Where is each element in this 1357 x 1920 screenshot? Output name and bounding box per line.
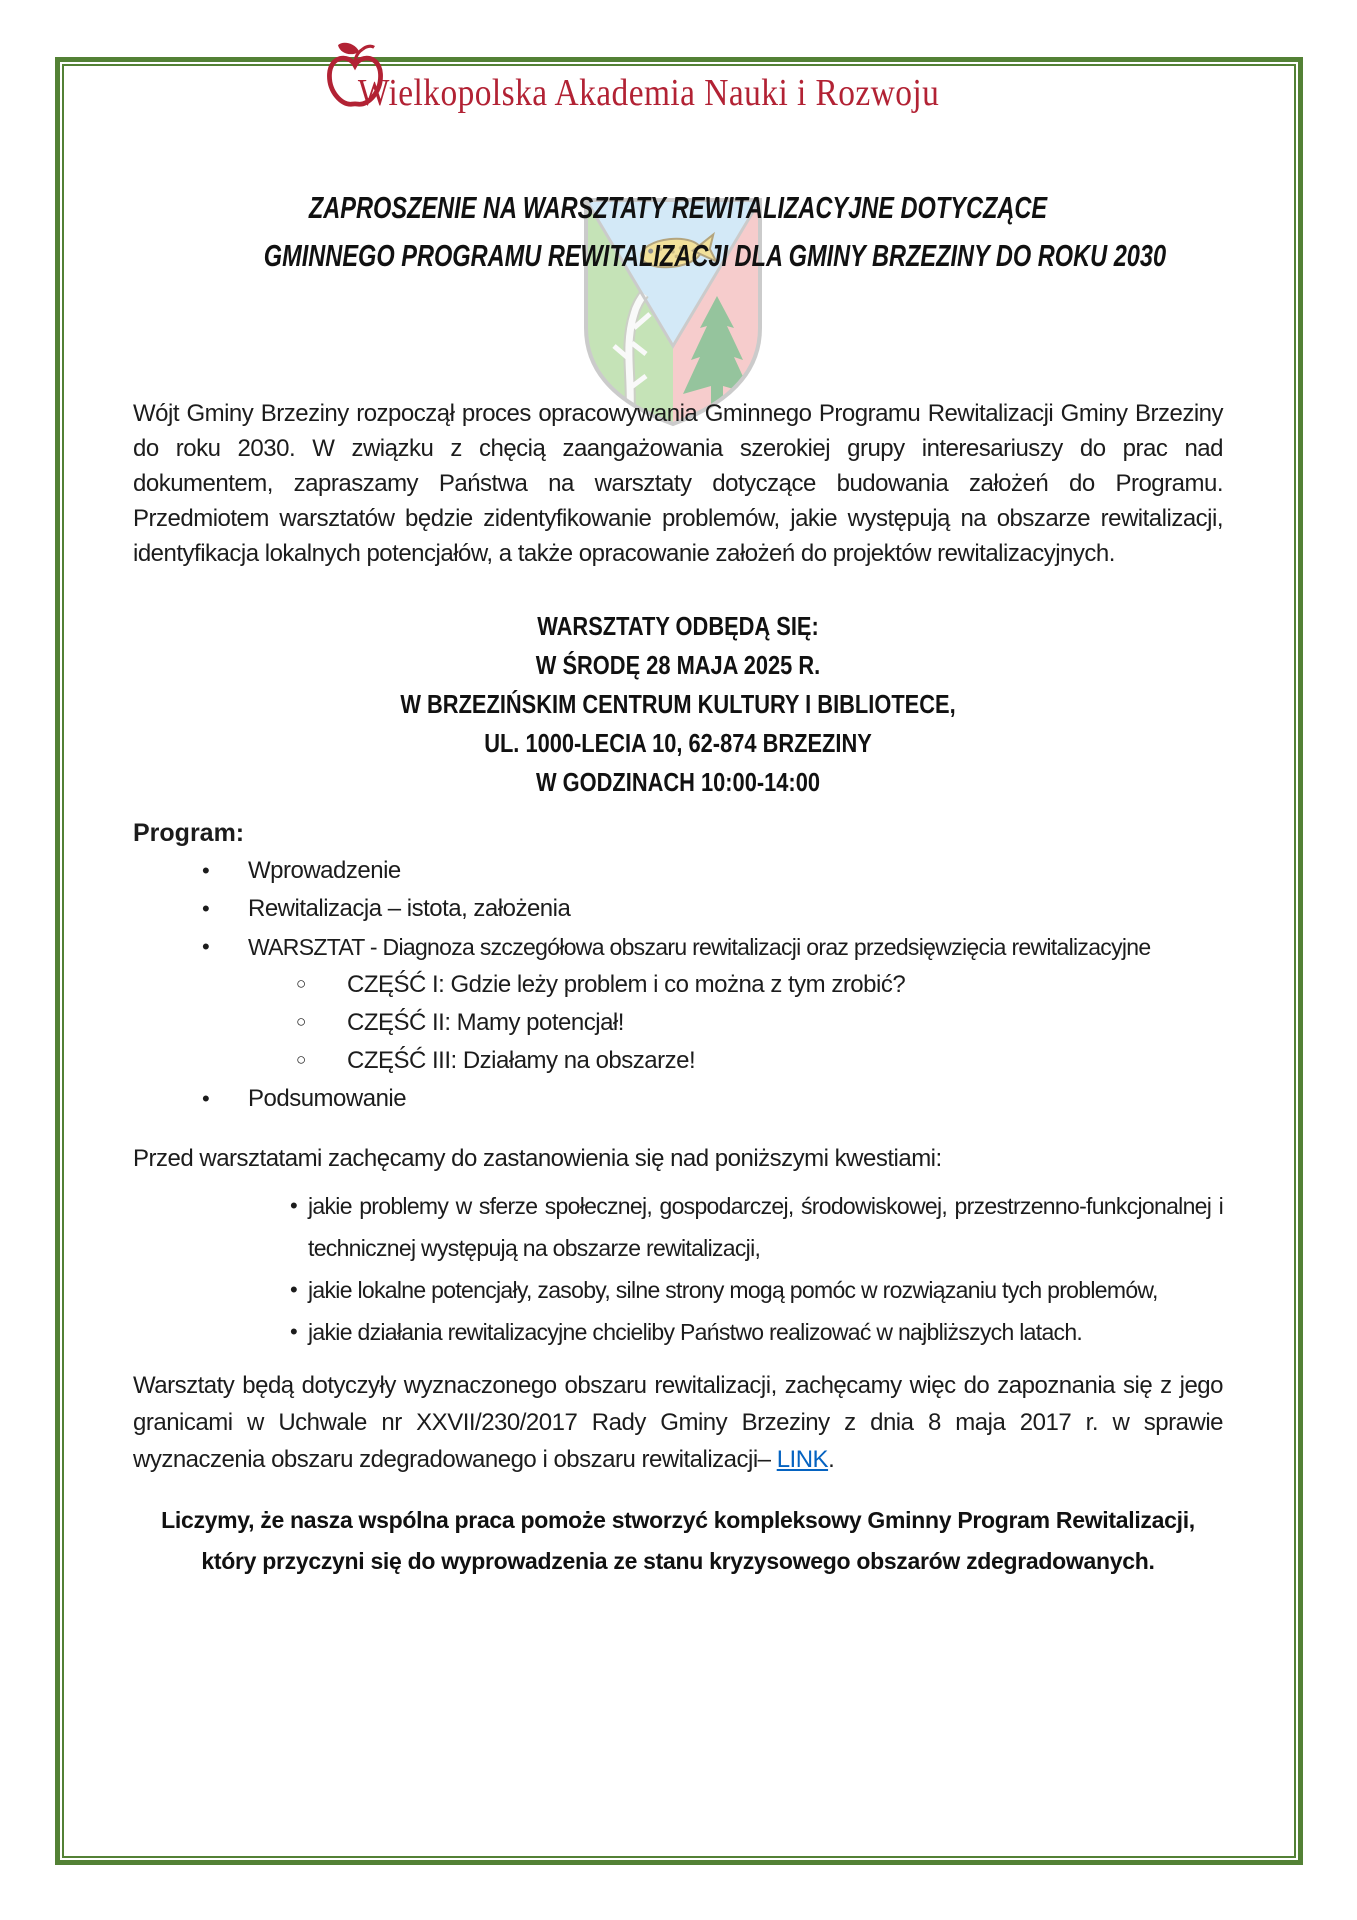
program-subitem-label: CZĘŚĆ III: Działamy na obszarze! <box>347 1047 696 1074</box>
logo <box>335 64 1022 122</box>
event-line-place: W BRZEZIŃSKIM CENTRUM KULTURY I BIBLIOTECE, <box>400 689 956 719</box>
area-paragraph-period: . <box>828 1446 835 1473</box>
program-subitem-label: CZĘŚĆ I: Gdzie leży problem i co można z tym zrobić? <box>347 971 906 998</box>
bullet-dot-icon: • <box>290 1193 298 1218</box>
program-item-label: WARSZTAT - Diagnoza szczegółowa obszaru rewitalizacji oraz przedsięwzięcia rewitalizacyjne <box>248 934 1151 960</box>
document-content <box>133 0 1223 1582</box>
list-item <box>133 1080 1223 1118</box>
program-heading: Program: <box>133 819 245 847</box>
event-details <box>220 607 1136 802</box>
bullet-circle-icon: ○ <box>296 1012 306 1031</box>
questions-intro: Przed warsztatami zachęcamy do zastanowienia się nad poniższymi kwestiami: <box>133 1145 942 1172</box>
closing-paragraph <box>133 1500 1223 1582</box>
program-item-label: Wprowadzenie <box>248 857 401 884</box>
event-line-hours: W GODZINACH 10:00-14:00 <box>536 767 820 797</box>
document-title <box>263 184 1167 280</box>
question-item-label: jakie problemy w sferze społecznej, gospodarczej, środowiskowej, przestrzenno-funkcjonalnej i technicznej występują na obszarze rewitalizacji, <box>308 1193 1223 1261</box>
bullet-dot-icon: • <box>202 896 210 921</box>
event-line-address: UL. 1000-LECIA 10, 62-874 BRZEZINY <box>484 728 872 758</box>
closing-line-1: Liczymy, że nasza wspólna praca pomoże stworzyć kompleksowy Gminny Program Rewitalizacji, <box>161 1507 1195 1533</box>
title-line-2: GMINNEGO PROGRAMU REWITALIZACJI DLA GMINY BRZEZINY DO ROKU 2030 <box>263 238 1167 273</box>
event-line-date: W ŚRODĘ 28 MAJA 2025 R. <box>535 650 821 680</box>
area-paragraph-text: Warsztaty będą dotyczyły wyznaczonego obszaru rewitalizacji, zachęcamy więc do zapoznania się z jego granicami w Uchwale nr XXVII/230/2017 Rady Gminy Brzeziny z dnia 8 maja 2017 r. w sprawie wyznaczenia obszaru zdegradowanego i obszaru rewitalizacji– <box>133 1372 1223 1473</box>
uchwala-link[interactable]: LINK <box>776 1446 829 1473</box>
list-item <box>133 1269 1223 1311</box>
questions-list <box>133 1185 1223 1353</box>
list-sub-item <box>133 1042 1223 1080</box>
question-item-label: jakie działania rewitalizacyjne chcieliby Państwo realizować w najbliższych latach. <box>308 1319 1083 1345</box>
bullet-circle-icon: ○ <box>296 1050 306 1069</box>
area-paragraph <box>133 1367 1223 1478</box>
question-item-label: jakie lokalne potencjały, zasoby, silne strony mogą pomóc w rozwiązaniu tych problemów, <box>308 1277 1158 1303</box>
title-line-1: ZAPROSZENIE NA WARSZTATY REWITALIZACYJNE DOTYCZĄCE <box>308 190 1048 225</box>
bullet-dot-icon: • <box>202 858 210 883</box>
event-line-when: WARSZTATY ODBĘDĄ SIĘ: <box>537 611 819 641</box>
bullet-dot-icon: • <box>290 1319 298 1344</box>
bullet-dot-icon: • <box>202 934 210 959</box>
intro-paragraph: Wójt Gminy Brzeziny rozpoczął proces opracowywania Gminnego Programu Rewitalizacji Gminy Brzeziny do roku 2030. W związku z chęcią zaangażowania szerokiej grupy interesariuszy do prac nad dokumentem, zapraszamy Państwa na warsztaty dotyczące budowania założeń do Programu. Przedmiotem warsztatów będzie zidentyfikowanie problemów, jakie występują na obszarze rewitalizacji, identyfikacja lokalnych potencjałów, a także opracowanie założeń do projektów rewitalizacyjnych. <box>133 400 1223 567</box>
bullet-dot-icon: • <box>290 1277 298 1302</box>
list-item <box>133 852 1223 890</box>
list-sub-item <box>133 966 1223 1004</box>
list-item <box>133 890 1223 928</box>
closing-line-2: który przyczyni się do wyprowadzenia ze stanu kryzysowego obszarów zdegradowanych. <box>201 1548 1155 1574</box>
list-item <box>133 1311 1223 1353</box>
bullet-dot-icon: • <box>202 1086 210 1111</box>
program-subitem-label: CZĘŚĆ II: Mamy potencjał! <box>347 1009 624 1036</box>
logo-text: Wielkopolska Akademia Nauki i Rozwoju <box>357 72 939 114</box>
program-list <box>133 852 1223 1118</box>
program-item-label: Podsumowanie <box>248 1085 407 1112</box>
list-sub-item <box>133 1004 1223 1042</box>
list-item <box>133 1185 1223 1269</box>
bullet-circle-icon: ○ <box>296 974 306 993</box>
program-item-label: Rewitalizacja – istota, założenia <box>248 895 571 922</box>
list-item <box>133 928 1223 966</box>
